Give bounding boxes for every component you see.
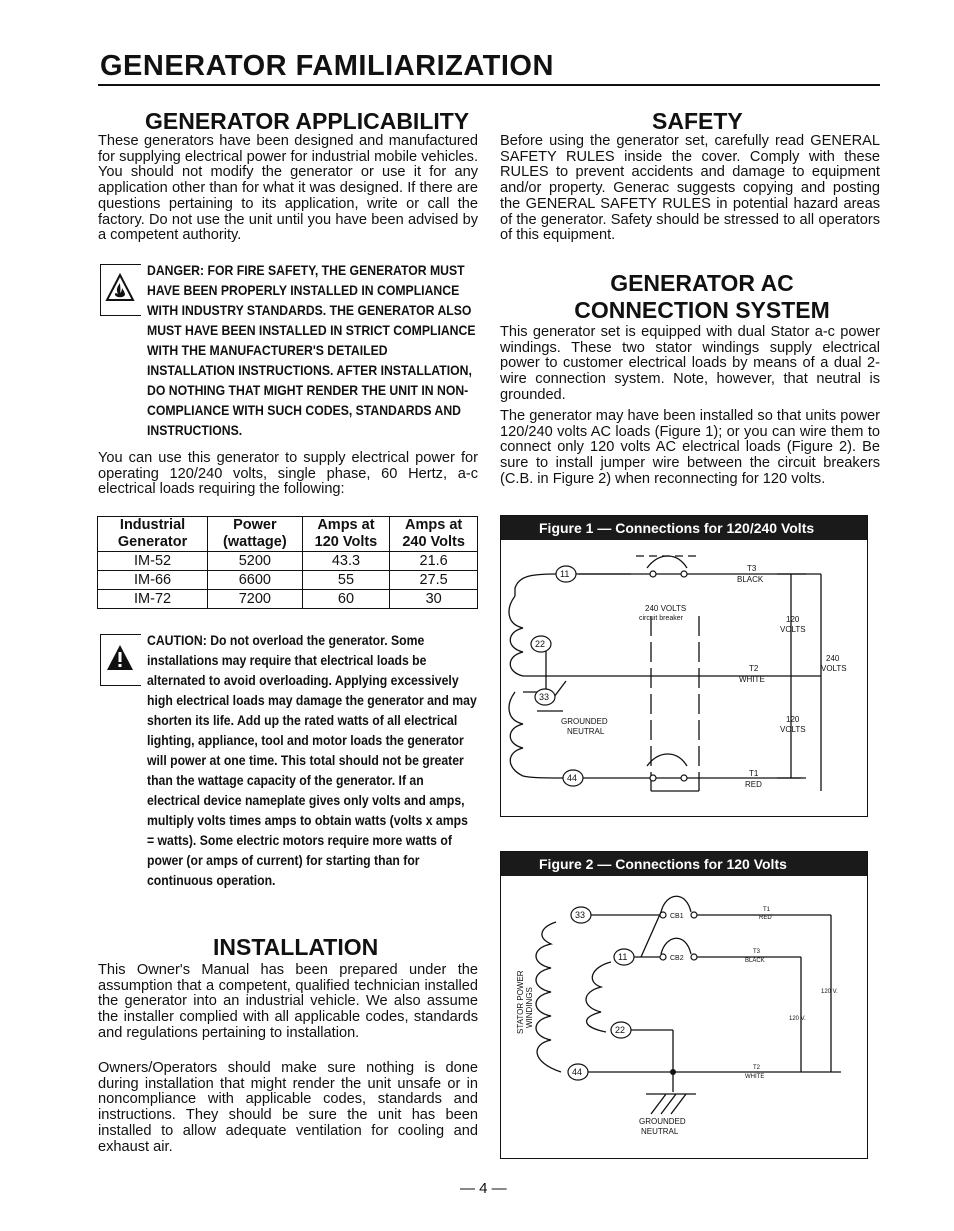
page-number: — 4 — (460, 1180, 507, 1197)
fire-warning-icon (105, 273, 135, 303)
table-cell: 55 (302, 571, 390, 590)
node-33-label: 33 (575, 910, 586, 920)
table-row (98, 571, 478, 590)
grounded-label: GROUNDED (639, 1117, 686, 1126)
ac-system-heading-text: GENERATOR AC CONNECTION SYSTEM (574, 270, 830, 323)
installation-text-1: This Owner's Manual has been prepared under the assumption that a competent, qualified technician installed the generator into an industrial vehicle. We also assume the installer complied with all applicable codes, standards and regulations pertaining to installation. (98, 962, 478, 1041)
table-cell: IM-52 (98, 552, 208, 571)
t1-label: T1 (749, 769, 759, 778)
white-label: WHITE (739, 675, 765, 684)
generator-spec-table (97, 516, 478, 609)
caution-warning-icon (105, 643, 135, 673)
col-header: Amps at 240 Volts (390, 517, 478, 552)
table-cell: 6600 (208, 571, 302, 590)
figure-1 (500, 515, 868, 817)
t3-label: T3 (747, 564, 757, 573)
t3-label: T3 (753, 949, 761, 955)
v120-bottom-label: 120 (786, 715, 800, 724)
stator-label-2: WINDINGS (525, 987, 534, 1028)
stator-label-1: STATOR POWER (516, 970, 525, 1034)
v240-label: 240 (826, 654, 840, 663)
title-divider (98, 84, 880, 86)
white-label: WHITE (745, 1074, 765, 1080)
caution-icon-box (100, 634, 141, 686)
red-label: RED (745, 780, 762, 789)
ac-system-text-2: The generator may have been installed so that units power 120/240 volts AC loads (Figure 1); or you can wire them to connect only 120 volts AC electrical loads (Figure 2). Be sure to install jumper wire between the circuit breakers (C.B. in Figure 2) when reconnecting for 120 volts. (500, 408, 880, 487)
volts-bottom-label: VOLTS (780, 725, 806, 734)
table-cell: IM-66 (98, 571, 208, 590)
cb-volts-label: 240 VOLTS (645, 604, 687, 613)
neutral-label: NEUTRAL (567, 727, 605, 736)
node-44-label: 44 (572, 1067, 583, 1077)
table-cell: 27.5 (390, 571, 478, 590)
safety-heading: SAFETY (652, 108, 743, 134)
col-header: Power (wattage) (208, 517, 302, 552)
node-22-label: 22 (535, 639, 546, 649)
t2-label: T2 (749, 664, 759, 673)
ac-system-heading (537, 270, 867, 324)
applicability-heading: GENERATOR APPLICABILITY (145, 108, 470, 134)
figure-1-title: Figure 1 — Connections for 120/240 Volts (501, 516, 867, 540)
black-label: BLACK (745, 958, 765, 964)
safety-text: Before using the generator set, carefully read GENERAL SAFETY RULES inside the cover. Comply with these RULES to prevent accidents and damage to equipment and/or property. Generac suggests copying and posting the GENERAL SAFETY RULES in potential hazard areas of the generator. Safety should be stressed to all operators of this equipment. (500, 133, 880, 244)
usage-text: You can use this generator to supply electrical power for operating 120/240 volts, single phase, 60 Hertz, a-c electrical loads requiring the following: (98, 450, 478, 498)
table-cell: 7200 (208, 590, 302, 609)
danger-icon-box (100, 264, 141, 316)
grounded-label: GROUNDED (561, 717, 608, 726)
t2-label: T2 (753, 1065, 761, 1071)
cb-label: circuit breaker (639, 615, 683, 622)
red-label: RED (759, 915, 772, 921)
ac-system-text-1: This generator set is equipped with dual Stator a-c power windings. These two stator windings supply electrical power to customer electrical loads by means of a dual 2-wire connection system. Note, however, that neutral is grounded. (500, 324, 880, 403)
v120-top-label: 120 (786, 615, 800, 624)
installation-heading: INSTALLATION (213, 934, 379, 960)
figure-2-wiring (536, 896, 841, 1114)
node-33-label: 33 (539, 692, 550, 702)
figure-2-title: Figure 2 — Connections for 120 Volts (501, 852, 867, 876)
table-cell: 30 (390, 590, 478, 609)
table-cell: 21.6 (390, 552, 478, 571)
col-header: Amps at 120 Volts (302, 517, 390, 552)
table-cell: 60 (302, 590, 390, 609)
neutral-label: NEUTRAL (641, 1127, 679, 1136)
table-cell: 5200 (208, 552, 302, 571)
volts-240-label: VOLTS (821, 664, 847, 673)
table-cell: IM-72 (98, 590, 208, 609)
table-header-row (98, 517, 478, 552)
figure-2 (500, 851, 868, 1159)
page-title: GENERATOR FAMILIARIZATION (100, 50, 554, 82)
node-11-label: 11 (618, 952, 628, 962)
installation-text-2: Owners/Operators should make sure nothing is done during installation that might render the unit unsafe or in noncompliance with applicable codes, standards and instructions. They should be sure the unit has been installed to allow adequate ventilation for cooling and exhaust air. (98, 1060, 478, 1155)
node-22-label: 22 (615, 1025, 626, 1035)
applicability-text: These generators have been designed and manufactured for supplying electrical power for industrial mobile vehicles. You should not modify the generator or use it for any application other than for what it was designed. If there are questions pertaining to its application, write or call the factory. Do not use the unit until you have been advised by a competent authority. (98, 133, 478, 244)
v120-outer-label: 120 V. (821, 989, 838, 995)
node-44-label: 44 (567, 773, 578, 783)
table-cell: 43.3 (302, 552, 390, 571)
cb1-label: CB1 (670, 913, 684, 920)
cb2-label: CB2 (670, 955, 684, 962)
table-row (98, 552, 478, 571)
caution-warning: CAUTION: Do not overload the generator. Some installations may require that electrical loads be alternated to avoid overloading. Applying excessively high electrical loads may damage the generator and may shorten its life. Add up the rated watts of all electrical lighting, appliance, tool and motor loads the generator will power at one time. This total should not be greater than the wattage capacity of the generator. If an electrical device nameplate gives only volts and amps, multiply volts times amps to obtain watts (volts x amps = watts). Some electric motors require more watts of power (or amps of current) for starting than for continuous operation. (147, 633, 477, 888)
table-row (98, 590, 478, 609)
volts-top-label: VOLTS (780, 625, 806, 634)
node-11-label: 11 (560, 569, 570, 579)
v120-inner-label: 120 V. (789, 1016, 806, 1022)
figure-1-wiring (509, 556, 821, 791)
t1-label: T1 (763, 907, 771, 913)
figure-1-diagram (501, 516, 867, 816)
black-label: BLACK (737, 575, 764, 584)
figure-2-diagram (501, 852, 867, 1158)
col-header: Industrial Generator (98, 517, 208, 552)
figure-2-nodes (568, 907, 697, 1080)
danger-warning: DANGER: FOR FIRE SAFETY, THE GENERATOR MUST HAVE BEEN PROPERLY INSTALLED IN COMPLIANCE WITH INDUSTRY STANDARDS. THE GENERATOR ALSO MUST HAVE BEEN INSTALLED IN STRICT COMPLIANCE WITH THE MANUFACTURER'S DETAILED INSTALLATION INSTRUCTIONS. AFTER INSTALLATION, DO NOTHING THAT MIGHT RENDER THE UNIT IN NON-COMPLIANCE WITH SUCH CODES, STANDARDS AND INSTRUCTIONS. (147, 263, 476, 438)
